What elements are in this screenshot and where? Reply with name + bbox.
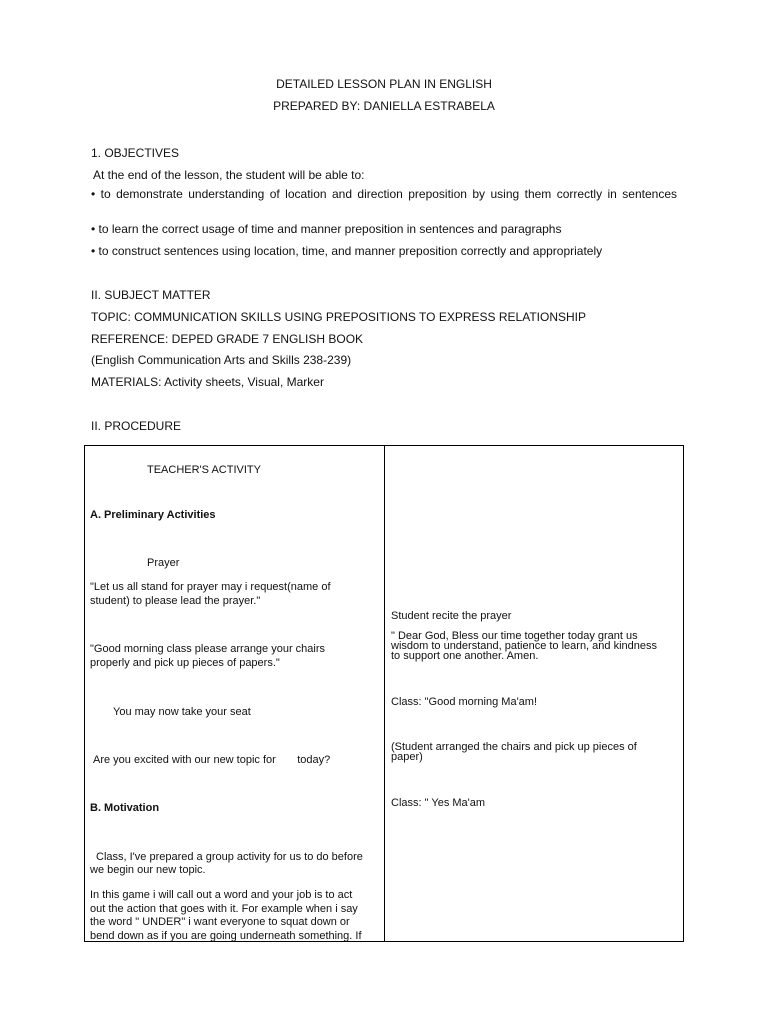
objective-item-2: • to learn the correct usage of time and manner preposition in sentences and paragraphs (91, 222, 562, 236)
student-arranged-line-2: paper) (391, 751, 423, 763)
table-column-divider (384, 445, 385, 942)
student-prayer-line-3: to support one another. Amen. (391, 650, 539, 662)
group-activity-line-2: we begin our new topic. (90, 864, 206, 876)
objective-item-1: • to demonstrate understanding of location and direction preposition by using them correctly in sentences (91, 187, 677, 201)
group-activity-line-1: Class, I've prepared a group activity for us to do before (96, 851, 363, 863)
student-prayer-line-2: wisdom to understand, patience to learn, and kindness (391, 640, 657, 652)
student-yes: Class: " Yes Ma'am (391, 797, 486, 809)
game-line-2: out the action that goes with it. For example when i say (90, 903, 358, 915)
book-line: (English Communication Arts and Skills 238-239) (91, 353, 352, 367)
student-greeting: Class: "Good morning Ma'am! (391, 696, 538, 708)
prepared-by: PREPARED BY: DANIELLA ESTRABELA (273, 99, 495, 113)
game-line-4: bend down as if you are going underneath something. If (90, 930, 362, 942)
student-arranged-line-1: (Student arranged the chairs and pick up pieces of (391, 741, 637, 753)
objective-item-3: • to construct sentences using location, time, and manner preposition correctly and appropriately (91, 244, 603, 258)
prayer-label: Prayer (147, 557, 180, 569)
motivation-heading: B. Motivation (90, 802, 160, 814)
student-recite: Student recite the prayer (391, 610, 512, 622)
greeting-line-2: properly and pick up pieces of papers." (90, 657, 280, 669)
game-line-1: In this game i will call out a word and your job is to act (90, 889, 353, 901)
take-seat-line: You may now take your seat (113, 706, 251, 718)
student-prayer-line-1: " Dear God, Bless our time together today grant us (391, 630, 638, 642)
excited-question: Are you excited with our new topic for today? (93, 754, 331, 766)
subject-matter-heading: II. SUBJECT MATTER (91, 288, 211, 302)
procedure-heading: II. PROCEDURE (91, 419, 182, 433)
document-title: DETAILED LESSON PLAN IN ENGLISH (276, 77, 492, 91)
game-line-3: the word " UNDER" i want everyone to squat down or (90, 916, 350, 928)
materials-line: MATERIALS: Activity sheets, Visual, Marker (91, 375, 324, 389)
reference-line: REFERENCE: DEPED GRADE 7 ENGLISH BOOK (91, 332, 364, 346)
objectives-heading: 1. OBJECTIVES (91, 146, 180, 160)
objectives-intro: At the end of the lesson, the student will be able to: (93, 168, 365, 182)
preliminary-activities-heading: A. Preliminary Activities (90, 509, 216, 521)
teacher-activity-header: TEACHER'S ACTIVITY (147, 464, 261, 476)
greeting-line-1: "Good morning class please arrange your chairs (90, 643, 326, 655)
prayer-request-line-1: "Let us all stand for prayer may i request(name of (90, 581, 331, 593)
prayer-request-line-2: student) to please lead the prayer." (90, 595, 261, 607)
topic-line: TOPIC: COMMUNICATION SKILLS USING PREPOSITIONS TO EXPRESS RELATIONSHIP (91, 310, 586, 324)
